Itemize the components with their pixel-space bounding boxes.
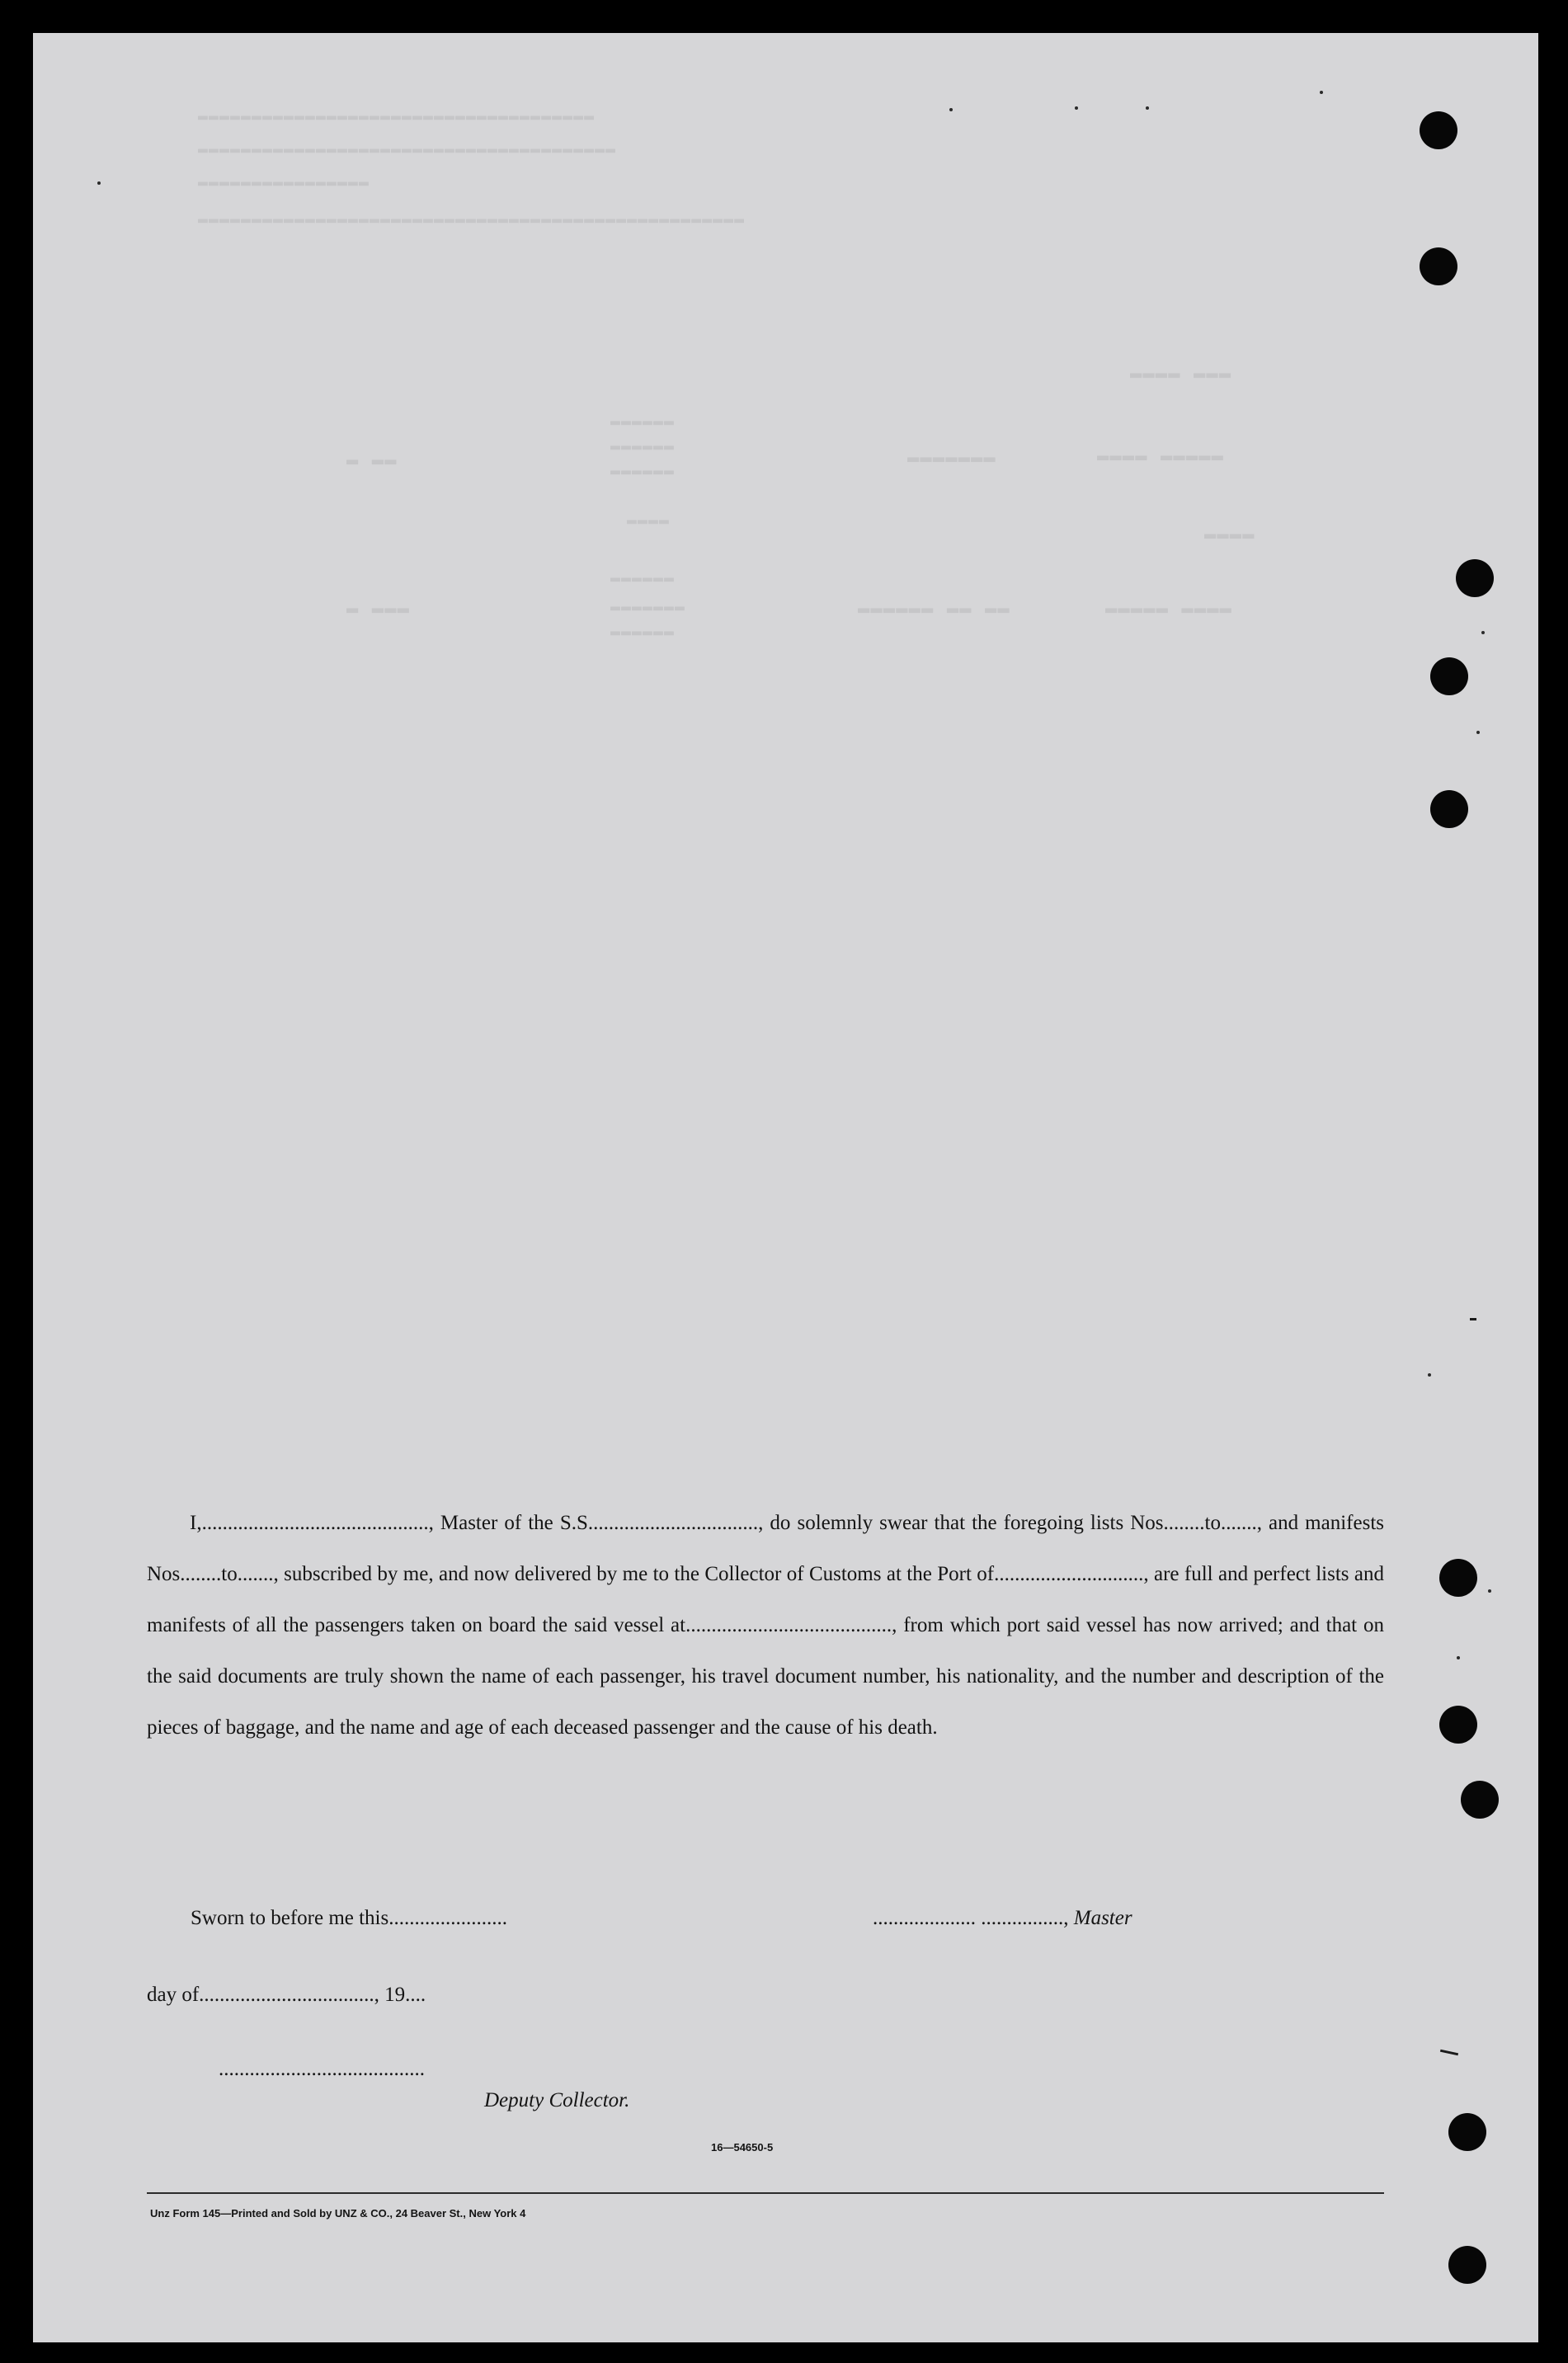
bleed-through-text: ▬▬▬▬ [1204,524,1255,546]
speck-mark [97,181,101,185]
deputy-collector-label: Deputy Collector. [484,2089,630,2111]
bleed-through-text: ▬▬▬▬ ▬▬▬▬▬ [1097,445,1225,468]
bleed-through-text: ▬▬▬▬▬▬▬ [610,598,686,617]
bleed-through-text: ▬▬▬▬▬▬ [610,412,676,431]
bleed-through-text: ▬▬▬▬▬ ▬▬▬▬ [1105,598,1233,620]
printer-imprint: Unz Form 145—Printed and Sold by UNZ & CO., 24 Beaver St., New York 4 [150,2207,526,2219]
sworn-text: Sworn to before me this....................... [191,1907,507,1929]
bleed-through-text: ▬▬▬▬▬▬▬▬▬▬▬▬▬▬▬▬ [198,173,370,192]
form-number: 16—54650-5 [711,2141,774,2154]
bleed-through-text: ▬▬▬▬▬▬ [610,623,676,642]
punch-hole [1439,1706,1477,1744]
speck-mark [1488,1589,1491,1593]
day-text: day of.................................., 19.... [147,1984,426,2006]
punch-hole [1430,790,1468,828]
footer-rule [147,2192,1384,2194]
bleed-through-text: ▬▬▬▬ ▬▬▬ [1130,363,1232,385]
punch-hole [1448,2113,1486,2151]
master-dots: .................... ................, [873,1907,1069,1929]
bleed-through-text: ▬ ▬▬ [346,450,398,472]
speck-mark [1075,106,1078,110]
speck-mark [1457,1656,1460,1659]
bleed-through-text: ▬▬▬▬▬▬ ▬▬ ▬▬ [858,598,1010,620]
bleed-through-text: ▬▬▬▬▬▬ [610,462,676,481]
speck-mark [1440,2050,1458,2056]
bleed-through-text: ▬▬▬▬▬▬▬ [907,447,996,469]
master-label: Master [1073,1907,1132,1929]
bleed-through-text: ▬▬▬▬▬▬ [610,437,676,456]
oath-text: I,............................................, Master of the S.S................................., do solemnly swear that the foregoing lists Nos........to......., and manifests Nos........to......., subscribed by me, and now delivered by me to the Collector of Customs at the Port of............................., are full and perfect lists and manifests of all the passengers taken on board the said vessel at........................................, from which port said vessel has now arrived; and that on the said documents are truly shown the name of each passenger, his travel document number, his nationality, and the number and description of the pieces of baggage, and the name and age of each deceased passenger and the cause of his death. [147,1512,1384,1739]
bleed-through-text: ▬▬▬▬▬▬▬▬▬▬▬▬▬▬▬▬▬▬▬▬▬▬▬▬▬▬▬▬▬▬▬▬▬▬▬▬▬▬▬ [198,140,617,159]
speck-mark [1470,1318,1476,1320]
bleed-through-text: ▬▬▬▬▬▬ [610,569,676,588]
oath-statement [147,1498,1384,1753]
punch-hole [1456,559,1494,597]
sworn-line [191,1907,507,1930]
punch-hole [1439,1559,1477,1597]
day-line [147,1984,426,2007]
bleed-through-text: ▬▬▬▬ [627,511,671,530]
punch-hole [1461,1781,1499,1819]
bleed-through-text: ▬▬▬▬▬▬▬▬▬▬▬▬▬▬▬▬▬▬▬▬▬▬▬▬▬▬▬▬▬▬▬▬▬▬▬▬▬ [198,107,596,126]
bleed-through-text: ▬ ▬▬▬ [346,598,411,620]
punch-hole [1420,111,1457,149]
bleed-through-text: ▬▬▬▬▬▬▬▬▬▬▬▬▬▬▬▬▬▬▬▬▬▬▬▬▬▬▬▬▬▬▬▬▬▬▬▬▬▬▬▬▬▬▬▬▬▬▬▬▬▬▬ [198,210,746,229]
speck-mark [1428,1373,1431,1377]
speck-mark [949,108,953,111]
deputy-signature-dots: ........................................ [219,2058,425,2080]
speck-mark [1320,91,1323,94]
speck-mark [1481,631,1485,634]
punch-hole [1430,657,1468,695]
document-page [33,33,1538,2342]
speck-mark [1146,106,1149,110]
speck-mark [1476,731,1480,734]
punch-hole [1420,247,1457,285]
punch-hole [1448,2246,1486,2284]
master-signature-line [873,1907,1132,1930]
